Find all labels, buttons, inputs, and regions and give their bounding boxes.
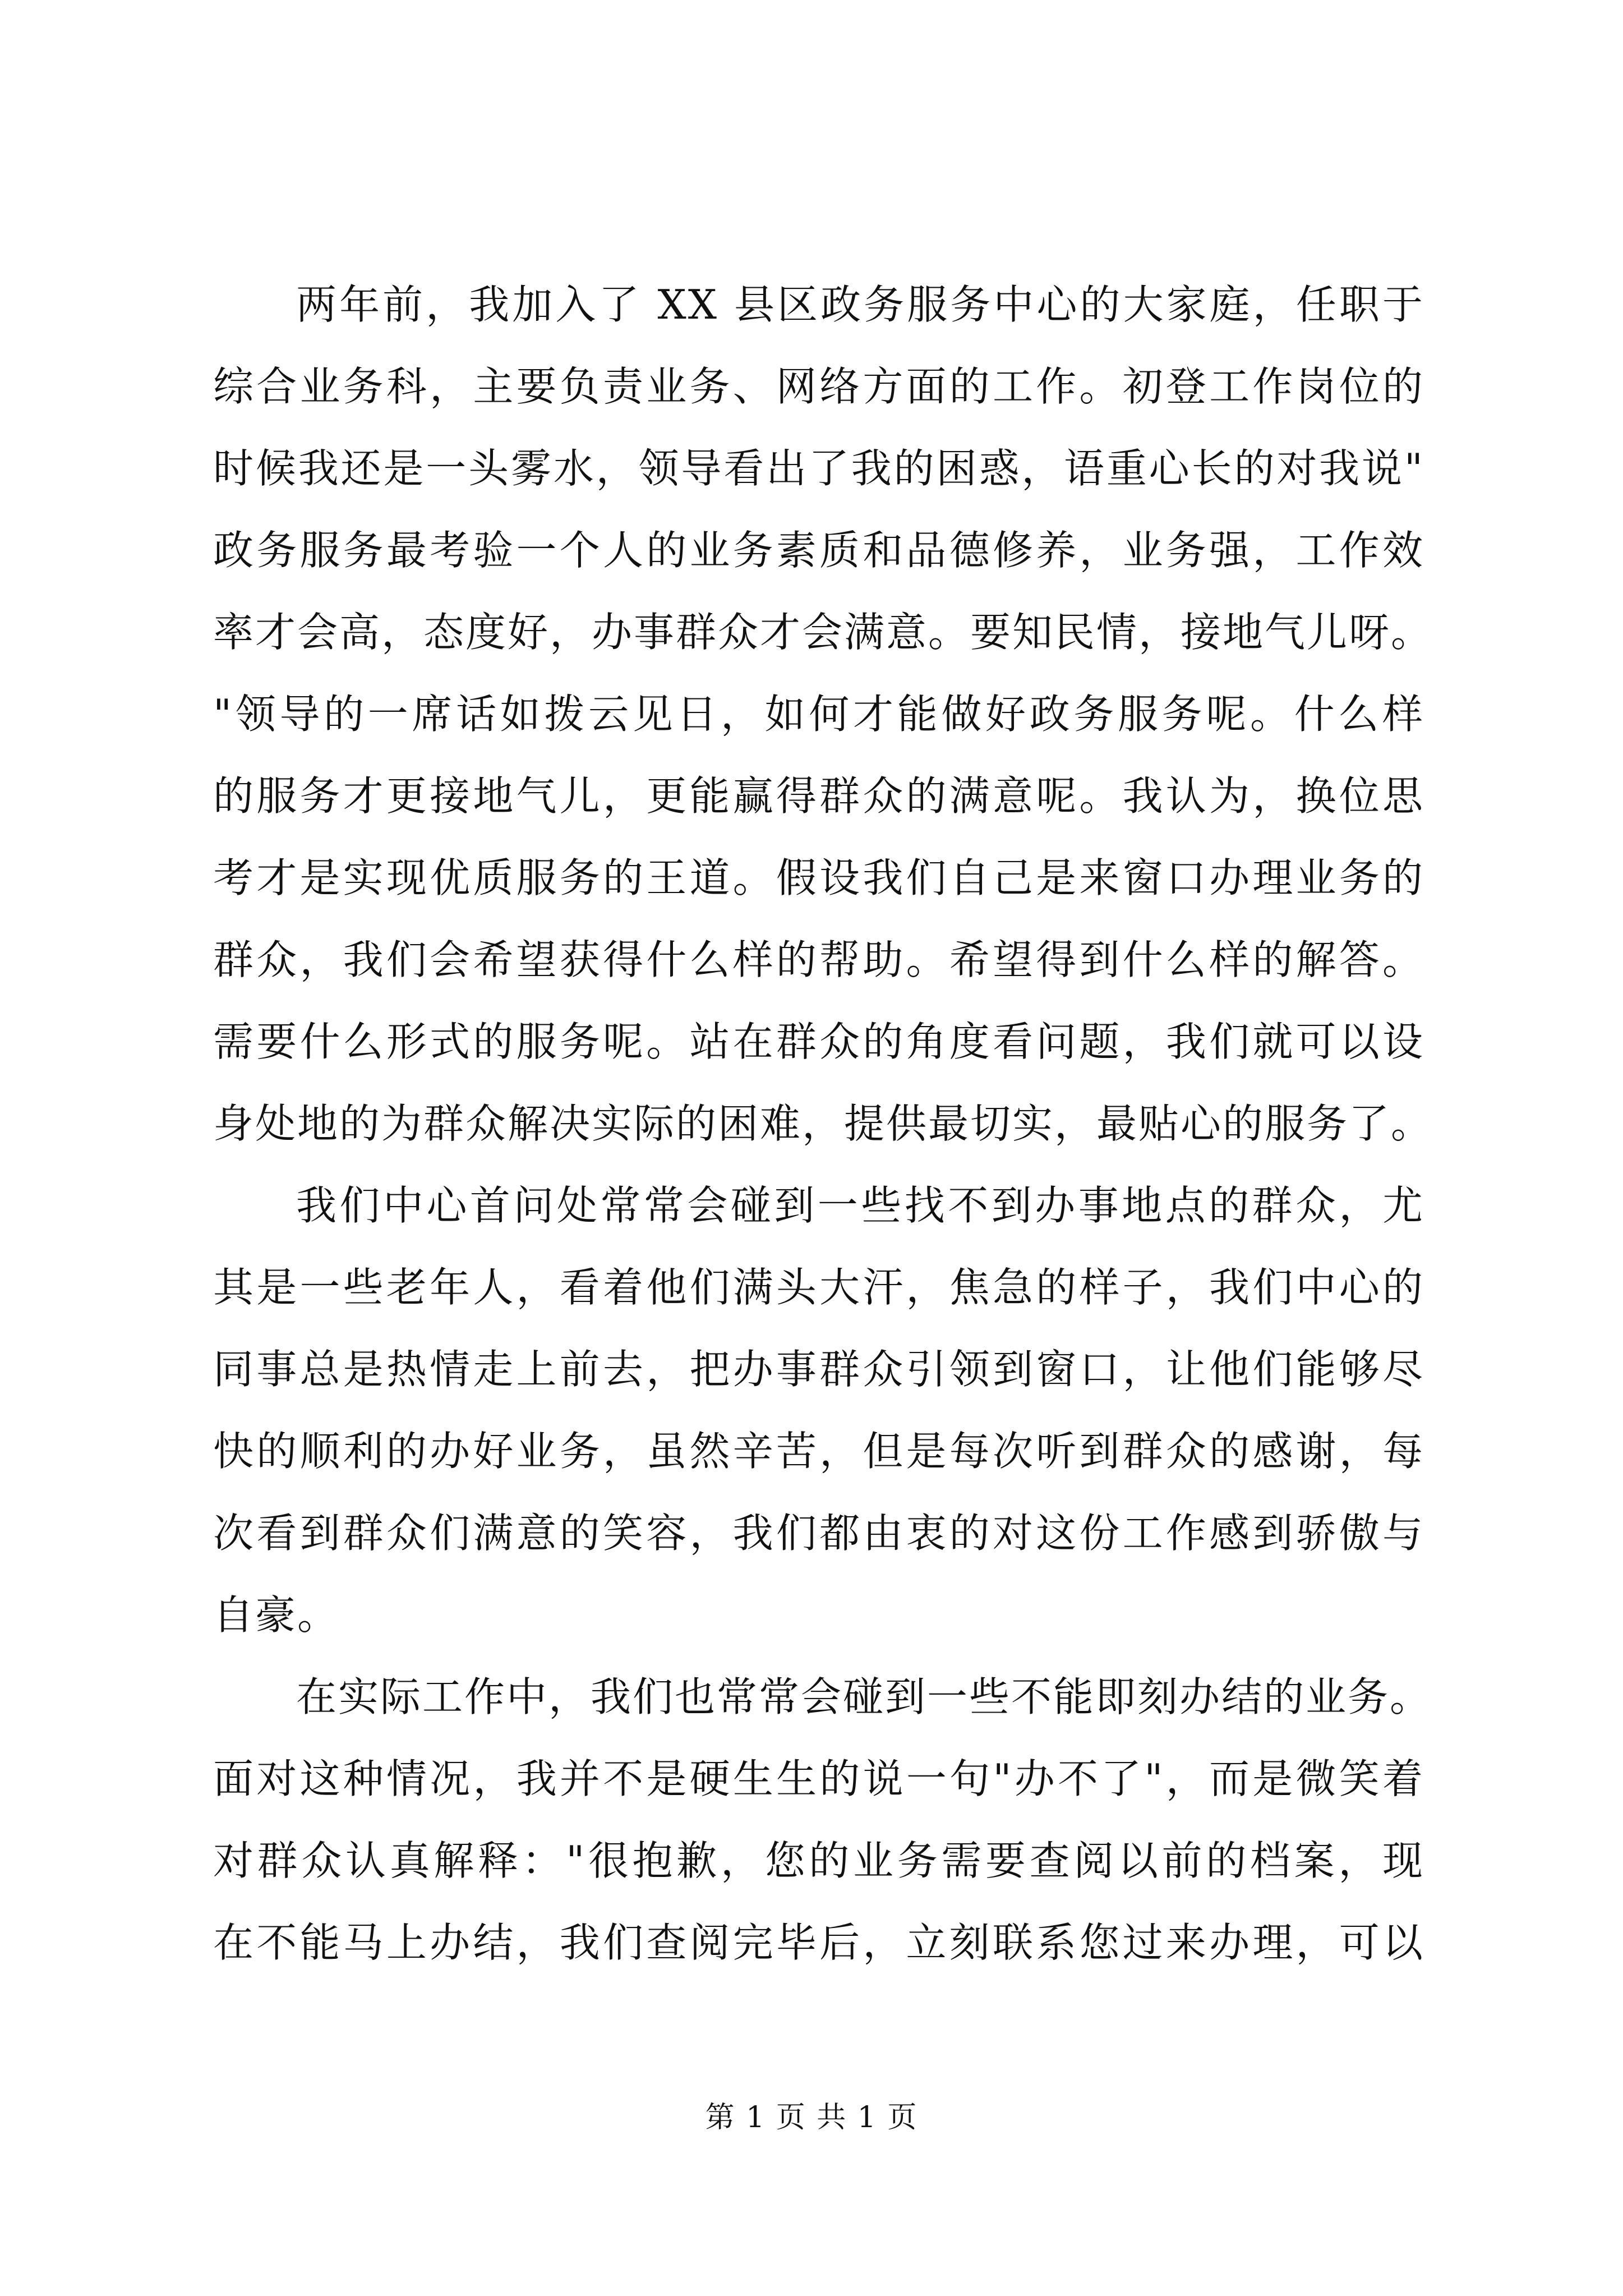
- text-line: 需要什么形式的服务呢。站在群众的角度看问题，我们就可以设: [213, 1018, 1424, 1065]
- text-line: 面对这种情况，我并不是硬生生的说一句"办不了"，而是微笑着: [213, 1755, 1424, 1802]
- text-line: 两年前，我加入了 XX 县区政务服务中心的大家庭，任职于: [296, 281, 1424, 328]
- text-line: 快的顺利的办好业务，虽然辛苦，但是每次听到群众的感谢，每: [213, 1428, 1424, 1475]
- text-line: 的服务才更接地气儿，更能赢得群众的满意呢。我认为，换位思: [213, 772, 1424, 820]
- text-line: 其是一些老年人，看着他们满头大汗，焦急的样子，我们中心的: [213, 1264, 1424, 1311]
- text-line: 时候我还是一头雾水，领导看出了我的困惑，语重心长的对我说": [213, 445, 1424, 492]
- text-line: 次看到群众们满意的笑容，我们都由衷的对这份工作感到骄傲与: [213, 1510, 1424, 1557]
- document-body: [213, 264, 1433, 1984]
- text-line: 我们中心首问处常常会碰到一些找不到办事地点的群众，尤: [296, 1182, 1424, 1229]
- text-line: 考才是实现优质服务的王道。假设我们自己是来窗口办理业务的: [213, 854, 1424, 901]
- text-line: 在实际工作中，我们也常常会碰到一些不能即刻办结的业务。: [296, 1673, 1432, 1720]
- text-line: 群众，我们会希望获得什么样的帮助。希望得到什么样的解答。: [213, 936, 1424, 983]
- text-line: 率才会高，态度好，办事群众才会满意。要知民情，接地气儿呀。: [213, 609, 1433, 656]
- text-line: 对群众认真解释："很抱歉，您的业务需要查阅以前的档案，现: [213, 1837, 1424, 1884]
- page-footer: 第 1 页 共 1 页: [705, 2101, 918, 2134]
- text-line: 自豪。: [213, 1591, 340, 1639]
- text-line: 同事总是热情走上前去，把办事群众引领到窗口，让他们能够尽: [213, 1346, 1424, 1393]
- text-line: 综合业务科，主要负责业务、网络方面的工作。初登工作岗位的: [213, 363, 1424, 410]
- text-line: "领导的一席话如拨云见日，如何才能做好政务服务呢。什么样: [213, 691, 1424, 738]
- text-line: 身处地的为群众解决实际的困难，提供最切实，最贴心的服务了。: [213, 1100, 1433, 1147]
- text-line: 政务服务最考验一个人的业务素质和品德修养，业务强，工作效: [213, 527, 1424, 574]
- text-line: 在不能马上办结，我们查阅完毕后，立刻联系您过来办理，可以: [213, 1919, 1424, 1966]
